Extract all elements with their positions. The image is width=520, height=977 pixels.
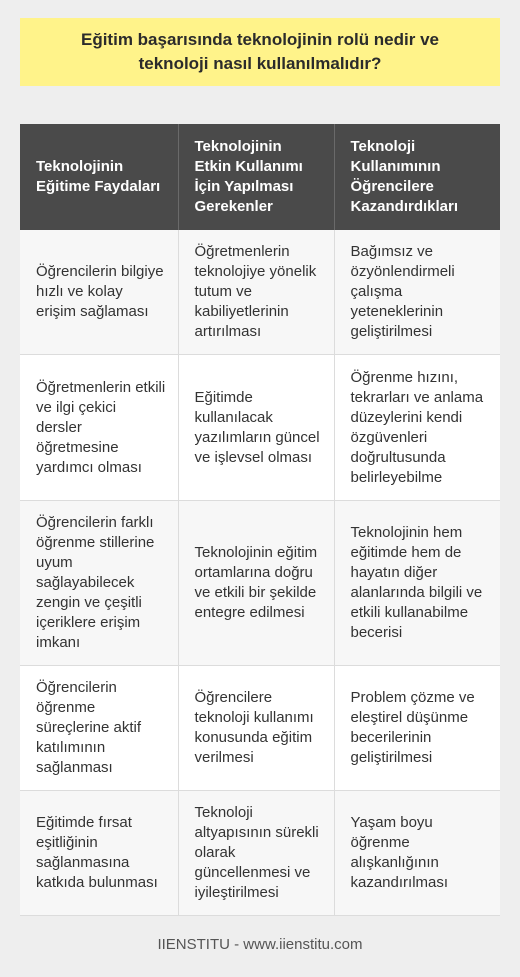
table-cell: Öğretmenlerin etkili ve ilgi çekici dersler öğretmesine yardımcı olması [20, 355, 178, 501]
column-header: Teknolojinin Eğitime Faydaları [20, 124, 178, 230]
table-cell: Öğrencilerin öğrenme süreçlerine aktif katılımının sağlanması [20, 666, 178, 791]
table-cell: Problem çözme ve eleştirel düşünme becerilerinin geliştirilmesi [334, 666, 500, 791]
table-cell: Bağımsız ve özyönlendirmeli çalışma yeteneklerinin geliştirilmesi [334, 230, 500, 355]
table-header-row [20, 124, 500, 230]
table-row [20, 230, 500, 355]
column-header: Teknolojinin Etkin Kullanımı İçin Yapılması Gerekenler [178, 124, 334, 230]
table-cell: Öğrencilerin bilgiye hızlı ve kolay erişim sağlaması [20, 230, 178, 355]
table-row [20, 355, 500, 501]
table-cell: Teknolojinin eğitim ortamlarına doğru ve etkili bir şekilde entegre edilmesi [178, 501, 334, 666]
table-row [20, 791, 500, 916]
page-title: Eğitim başarısında teknolojinin rolü nedir ve teknoloji nasıl kullanılmalıdır? [80, 30, 439, 73]
table-cell: Öğrencilere teknoloji kullanımı konusunda eğitim verilmesi [178, 666, 334, 791]
table-cell: Teknolojinin hem eğitimde hem de hayatın diğer alanlarında bilgili ve etkili kullanabilme becerisi [334, 501, 500, 666]
comparison-table [20, 124, 500, 916]
table-cell: Eğitimde fırsat eşitliğinin sağlanmasına katkıda bulunması [20, 791, 178, 916]
table-cell: Yaşam boyu öğrenme alışkanlığının kazandırılması [334, 791, 500, 916]
table-row [20, 666, 500, 791]
column-header: Teknoloji Kullanımının Öğrencilere Kazandırdıkları [334, 124, 500, 230]
table-row [20, 501, 500, 666]
table-cell: Öğrenme hızını, tekrarları ve anlama düzeylerini kendi özgüvenleri doğrultusunda belirleyebilme [334, 355, 500, 501]
footer-credit: IIENSTITU - www.iienstitu.com [157, 936, 363, 953]
table-cell: Eğitimde kullanılacak yazılımların güncel ve işlevsel olması [178, 355, 334, 501]
title-banner [20, 18, 500, 86]
table-cell: Öğrencilerin farklı öğrenme stillerine uyum sağlayabilecek zengin ve çeşitli içeriklere erişim imkanı [20, 501, 178, 666]
table-cell: Öğretmenlerin teknolojiye yönelik tutum ve kabiliyetlerinin artırılması [178, 230, 334, 355]
table-cell: Teknoloji altyapısının sürekli olarak güncellenmesi ve iyileştirilmesi [178, 791, 334, 916]
